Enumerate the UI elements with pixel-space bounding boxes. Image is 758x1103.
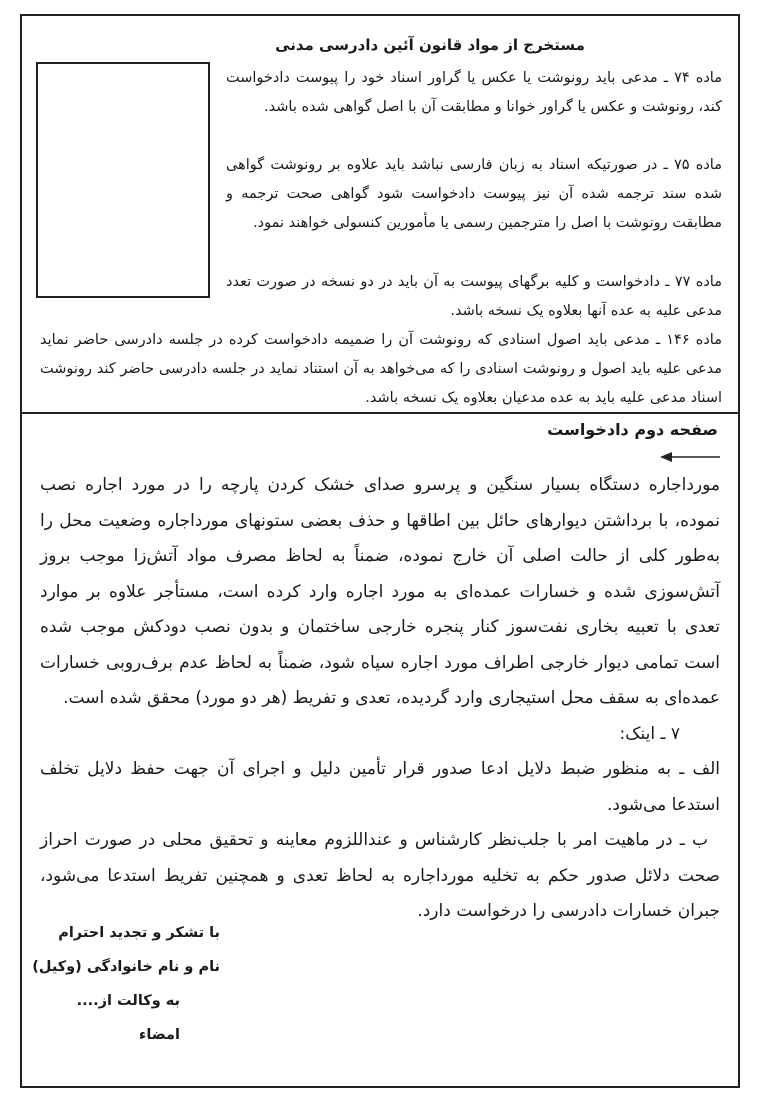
item-7: ۷ ـ اینک: — [619, 723, 680, 744]
second-page-title: صفحه دوم دادخواست — [547, 420, 718, 439]
article-146: ماده ۱۴۶ ـ مدعی باید اصول اسنادی که رونوشت آن را ضمیمه دادخواست کرده در جلسه دادرسی حاضر نماید مدعی علیه باید اصول و رونوشت اسنادی را که می‌خواهد به آن استناد نماید در جلسه دادرسی حاضر کند رونوشت اسناد مدعی علیه باید به عده مدعیان بعلاوه یک نسخه باشد. — [40, 332, 722, 406]
arrow-left-icon — [660, 451, 720, 463]
item-alef: الف ـ به منظور ضبط دلایل ادعا صدور قرار تأمین دلیل و اجرای آن جهت حفظ دلایل تخلف استدعا می‌شود. — [40, 759, 720, 815]
article-75: ماده ۷۵ ـ در صورتیکه اسناد به زبان فارسی نباشد باید علاوه بر رونوشت گواهی شده سند ترجمه شده آن نیز پیوست دادخواست شود گواهی صحت ترجمه و مطابقت رونوشت با اصل را مترجمین رسمی یا مأمورین کنسولی خواهند نمود. — [226, 157, 722, 231]
article-74: ماده ۷۴ ـ مدعی باید رونوشت یا عکس یا گراور اسناد خود را پیوست دادخواست کند، رونوشت و عکس یا گراور خوانا و مطابقت آن با اصل گواهی شده باشد. — [226, 70, 722, 115]
petition-body — [40, 468, 720, 930]
closing-line: با تشکر و تجدید احترام — [58, 925, 220, 941]
photo-placeholder-box — [36, 62, 210, 298]
signature-line: امضاء — [138, 1027, 180, 1043]
article-77: ماده ۷۷ ـ دادخواست و کلیه برگهای پیوست به آن باید در دو نسخه در صورت تعدد مدعی علیه به عده آنها بعلاوه یک نسخه باشد. — [226, 274, 722, 319]
main-paragraph: مورداجاره دستگاه بسیار سنگین و پرسرو صدای خشک کردن پارچه را در مورد اجاره نصب نموده، با برداشتن دیوارهای حائل بین اطاقها و حذف بعضی ستونهای مورداجاره وضعیت محل را به‌طور کلی از حالت اصلی آن خارج نموده، ضمناً به لحاظ مصرف مواد آتش‌زا موجب بروز آتش‌سوزی شده و خسارات عمده‌ای به مورد اجاره وارد کرده است، مستأجر علاوه بر موارد تعدی با تعبیه بخاری نفت‌سوز کنار پنجره خارجی ساختمان و بدون نصب دودکش موجب شده است تمامی دیوار خارجی اطراف مورد اجاره سیاه شود، ضمناً به لحاظ عدم برف‌روبی خسارات عمده‌ای به سقف محل استیجاری وارد گردیده، تعدی و تفریط (هر دو مورد) محقق شده است. — [40, 475, 720, 708]
law-excerpt-title: مستخرج از مواد قانون آئین دادرسی مدنی — [275, 36, 585, 54]
item-be: ب ـ در ماهیت امر با جلب‌نظر کارشناس و عنداللزوم معاینه و تحقیق محلی در صورت احراز صحت دلائل صدور حکم به تخلیه مورداجاره به لحاظ تعدی و همچنین تفریط استدعا می‌شود، جبران خسارات دادرسی را درخواست دارد. — [40, 830, 720, 921]
attorney-name-line: نام و نام خانوادگی (وکیل) — [32, 959, 220, 975]
signature-block — [32, 916, 220, 1052]
on-behalf-of-line: به وکالت از.... — [76, 993, 180, 1009]
